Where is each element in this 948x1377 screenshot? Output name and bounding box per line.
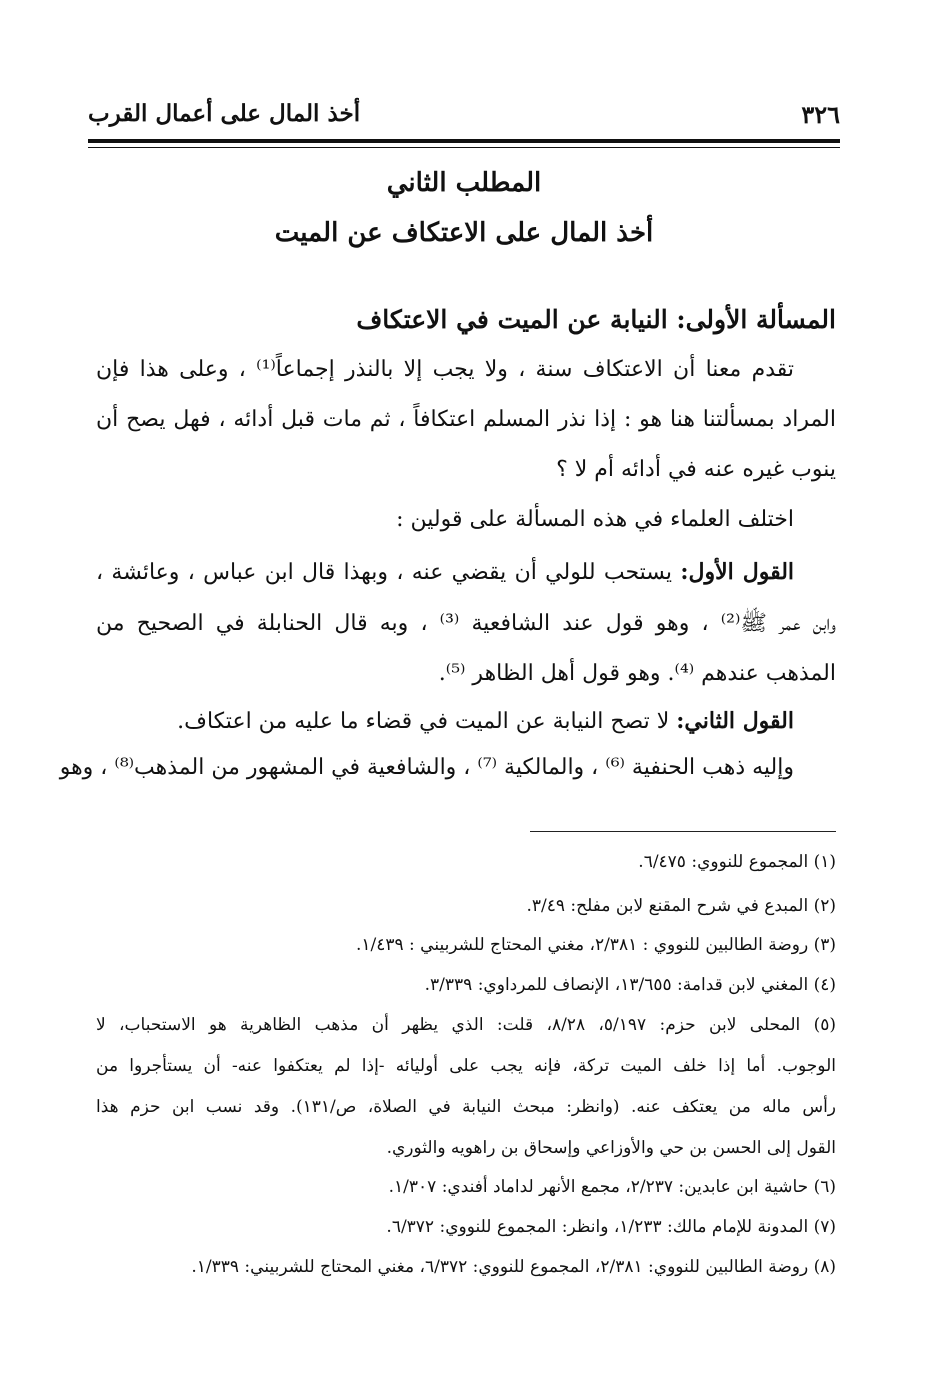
body-line: وإليه ذهب الحنفية ⁽⁶⁾ ، والمالكية ⁽⁷⁾ ، والشافعية في المشهور من المذهب⁽⁸⁾ ، وهو bbox=[59, 755, 794, 780]
header-rule-thin bbox=[88, 147, 840, 148]
second-opinion-label: القول الثاني: bbox=[676, 708, 794, 734]
footnote-3: (٣) روضة الطالبين للنووي : ٢/٣٨١، مغني المحتاج للشربيني : ١/٤٣٩. bbox=[355, 935, 836, 955]
header-rule-thick bbox=[88, 139, 840, 143]
footnote-7: (٧) المدونة للإمام مالك: ١/٢٣٣، وانظر: المجموع للنووي: ٦/٣٧٢. bbox=[386, 1217, 836, 1237]
page-header bbox=[88, 100, 840, 136]
footnote-5: (٥) المحلى لابن حزم: ٥/١٩٧، ٨/٢٨، قلت: الذي يظهر أن مذهب الظاهرية هو الاستحباب، لا bbox=[96, 1015, 837, 1035]
body-line: وابن عمر ﷺ⁽²⁾ ، وهو قول عند الشافعية ⁽³⁾ ، وبه قال الحنابلة في الصحيح من bbox=[96, 611, 836, 636]
body-line: المذهب عندهم ⁽⁴⁾. وهو قول أهل الظاهر ⁽⁵⁾. bbox=[438, 661, 836, 686]
footnote-6: (٦) حاشية ابن عابدين: ٢/٢٣٧، مجمع الأنهر لداماد أفندي: ١/٣٠٧. bbox=[388, 1177, 836, 1197]
section-title: المطلب الثاني bbox=[386, 168, 542, 198]
first-opinion-text: يستحب للولي أن يقضي عنه ، وبهذا قال ابن عباس ، وعائشة ، bbox=[96, 560, 673, 585]
body-line-opinion-one bbox=[96, 548, 836, 596]
body-line: المراد بمسألتنا هنا هو : إذا نذر المسلم اعتكافاً ، ثم مات قبل أدائه ، فهل يصح أن bbox=[96, 407, 836, 432]
footnote-separator bbox=[530, 831, 836, 832]
body-line: ينوب غيره عنه في أدائه أم لا ؟ bbox=[556, 457, 836, 482]
first-opinion-label: القول الأول: bbox=[680, 559, 795, 585]
running-title: أخذ المال على أعمال القرب bbox=[88, 100, 361, 127]
footnote-5-cont: الوجوب. أما إذا خلف الميت تركة، فإنه يجب على أوليائه -إذا لم يعتكفوا عنه- أن يستأجروا من bbox=[96, 1056, 836, 1076]
footnote-5-cont: القول إلى الحسن بن حي والأوزاعي وإسحاق بن راهويه والثوري. bbox=[386, 1138, 836, 1158]
footnote-4: (٤) المغني لابن قدامة: ١٣/٦٥٥، الإنصاف للمرداوي: ٣/٣٣٩. bbox=[424, 975, 836, 995]
issue-heading: المسألة الأولى: النيابة عن الميت في الاعتكاف bbox=[356, 305, 836, 334]
section-subtitle: أخذ المال على الاعتكاف عن الميت bbox=[274, 218, 654, 248]
page-number: ٣٢٦ bbox=[801, 100, 840, 129]
footnote-8: (٨) روضة الطالبين للنووي: ٢/٣٨١، المجموع للنووي: ٦/٣٧٢، مغني المحتاج للشربيني: ١/٣٣٩. bbox=[191, 1257, 836, 1277]
body-line-opinion-two bbox=[96, 697, 836, 745]
footnote-1: (١) المجموع للنووي: ٦/٤٧٥. bbox=[638, 852, 836, 872]
footnote-2: (٢) المبدع في شرح المقنع لابن مفلح: ٣/٤٩. bbox=[526, 896, 836, 916]
second-opinion-text: لا تصح النيابة عن الميت في قضاء ما عليه من اعتكاف. bbox=[177, 709, 670, 734]
footnote-5-cont: رأس ماله من يعتكف عنه. (وانظر: مبحث النيابة في الصلاة، ص/١٣١). وقد نسب ابن حزم هذا bbox=[96, 1097, 837, 1117]
body-line: تقدم معنا أن الاعتكاف سنة ، ولا يجب إلا بالنذر إجماعاً⁽¹⁾ ، وعلى هذا فإن bbox=[96, 357, 794, 382]
body-line: اختلف العلماء في هذه المسألة على قولين : bbox=[396, 507, 794, 532]
